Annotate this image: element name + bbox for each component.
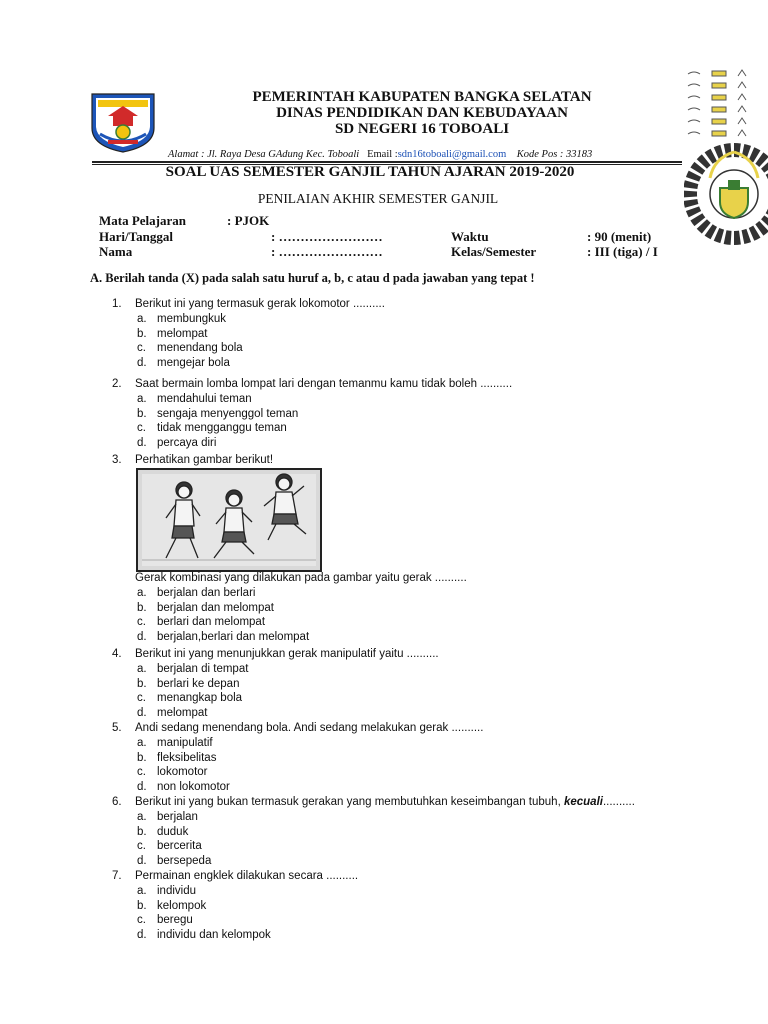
option-letter[interactable]: d. <box>137 631 147 644</box>
class-value: : III (tiga) / I <box>587 244 658 259</box>
time-label: Waktu <box>451 229 489 244</box>
option-text: menangkap bola <box>157 692 243 705</box>
option-letter[interactable]: c. <box>137 692 146 705</box>
option-letter[interactable]: c. <box>137 342 146 355</box>
option-text: berjalan di tempat <box>157 662 249 675</box>
option-letter[interactable]: c. <box>137 616 146 629</box>
question-stem: Berikut ini yang bukan termasuk gerakan yang membutuhkan keseimbangan tubuh, <box>135 796 561 808</box>
option-letter[interactable]: d. <box>137 707 147 720</box>
question-stem: Perhatikan gambar berikut! <box>135 454 274 466</box>
question-followup-text: Gerak kombinasi yang dilakukan pada gambar yaitu gerak .......... <box>135 572 467 584</box>
option-text: bersepeda <box>157 855 212 868</box>
option-text: beregu <box>157 914 193 927</box>
option-letter[interactable]: b. <box>137 825 147 838</box>
option-text: berjalan,berlari dan melompat <box>157 631 310 644</box>
option-letter[interactable]: c. <box>137 766 146 779</box>
option-text: non lokomotor <box>157 781 230 794</box>
option-text: berlari ke depan <box>157 677 240 690</box>
option-letter[interactable]: d. <box>137 855 147 868</box>
question-stem: Berikut ini yang menunjukkan gerak manipulatif yaitu .......... <box>135 648 439 660</box>
stamp-pattern <box>686 68 756 146</box>
email-link[interactable]: sdn16toboali@gmail.com <box>397 149 507 160</box>
option-text: berjalan <box>157 810 198 823</box>
header-address-line <box>168 149 592 160</box>
option-letter[interactable]: b. <box>137 601 147 614</box>
question-text <box>135 648 439 660</box>
option-letter[interactable]: a. <box>137 392 147 405</box>
option-letter[interactable]: a. <box>137 662 147 675</box>
date-field[interactable]: : …………………… <box>271 229 383 244</box>
option-text: percaya diri <box>157 437 217 450</box>
option-text: berlari dan melompat <box>157 616 266 629</box>
question-number: 4. <box>112 648 122 660</box>
option-text: duduk <box>157 825 189 838</box>
address-text: Alamat : Jl. Raya Desa GAdung Kec. Toboali <box>168 149 360 160</box>
option-letter[interactable]: d. <box>137 929 147 942</box>
option-letter[interactable]: a. <box>137 810 147 823</box>
question-number: 1. <box>112 298 122 310</box>
exam-title: SOAL UAS SEMESTER GANJIL TAHUN AJARAN 2019-2020 <box>165 164 575 180</box>
exam-subtitle: PENILAIAN AKHIR SEMESTER GANJIL <box>257 191 499 206</box>
subject-label: Mata Pelajaran <box>99 213 187 228</box>
option-text: kelompok <box>157 899 207 912</box>
question-stem: Andi sedang menendang bola. Andi sedang melakukan gerak .......... <box>135 722 484 734</box>
option-text: menendang bola <box>157 342 243 355</box>
question-number: 7. <box>112 870 122 882</box>
option-letter[interactable]: c. <box>137 422 146 435</box>
option-letter[interactable]: d. <box>137 357 147 370</box>
question-stem: Saat bermain lomba lompat lari dengan temanmu kamu tidak boleh .......... <box>135 378 513 390</box>
option-text: individu <box>157 884 196 897</box>
option-letter[interactable]: a. <box>137 312 147 325</box>
option-text: melompat <box>157 327 208 340</box>
question-tail: .......... <box>602 796 635 808</box>
option-text: manipulatif <box>157 736 213 749</box>
option-text: melompat <box>157 707 208 720</box>
question-text <box>135 722 483 734</box>
subject-value: : PJOK <box>227 213 270 228</box>
option-letter[interactable]: b. <box>137 677 147 690</box>
question-number: 2. <box>112 378 122 390</box>
option-letter[interactable]: c. <box>137 840 146 853</box>
option-letter[interactable]: b. <box>137 327 147 340</box>
option-letter[interactable]: a. <box>137 586 147 599</box>
name-label: Nama <box>99 244 133 259</box>
question-text <box>135 378 512 390</box>
option-letter[interactable]: b. <box>137 751 147 764</box>
date-label: Hari/Tanggal <box>99 229 173 244</box>
option-letter[interactable]: b. <box>137 899 147 912</box>
header-department: DINAS PENDIDIKAN DAN KEBUDAYAAN <box>276 105 568 121</box>
header-rule <box>92 161 682 163</box>
name-field[interactable]: : …………………… <box>271 244 383 259</box>
email-label: Email : <box>367 149 398 160</box>
option-letter[interactable]: d. <box>137 437 147 450</box>
question-number: 5. <box>112 722 122 734</box>
option-text: bercerita <box>157 840 202 853</box>
option-letter[interactable]: c. <box>137 914 146 927</box>
option-letter[interactable]: a. <box>137 736 147 749</box>
section-a-instruction: A. Berilah tanda (X) pada salah satu huruf a, b, c atau d pada jawaban yang tepat ! <box>90 271 535 285</box>
option-letter[interactable]: a. <box>137 884 147 897</box>
option-text: membungkuk <box>157 312 227 325</box>
question-text <box>135 870 358 882</box>
walking-kids-illustration <box>136 468 322 572</box>
question-number: 3. <box>112 454 122 466</box>
option-letter[interactable]: d. <box>137 781 147 794</box>
question-number: 6. <box>112 796 122 808</box>
question-emphasis: kecuali <box>563 796 603 808</box>
class-label: Kelas/Semester <box>451 244 537 259</box>
header-government: PEMERINTAH KABUPATEN BANGKA SELATAN <box>252 89 592 105</box>
option-text: fleksibelitas <box>157 751 217 764</box>
postal-code: Kode Pos : 33183 <box>516 149 593 160</box>
question-text <box>135 796 635 808</box>
question-text <box>135 298 385 310</box>
header-school: SD NEGERI 16 TOBOALI <box>334 121 510 137</box>
option-text: berjalan dan melompat <box>157 601 274 614</box>
option-text: individu dan kelompok <box>157 929 271 942</box>
option-text: tidak mengganggu teman <box>157 422 287 435</box>
option-text: sengaja menyenggol teman <box>157 407 299 420</box>
question-text <box>135 454 273 466</box>
option-letter[interactable]: b. <box>137 407 147 420</box>
question-stem: Permainan engklek dilakukan secara .......... <box>135 870 359 882</box>
option-text: lokomotor <box>157 766 208 779</box>
option-text: berjalan dan berlari <box>157 586 256 599</box>
question-stem: Berikut ini yang termasuk gerak lokomotor .......... <box>135 298 385 310</box>
option-text: mengejar bola <box>157 357 230 370</box>
time-value: : 90 (menit) <box>587 229 652 244</box>
option-text: mendahului teman <box>157 392 252 405</box>
